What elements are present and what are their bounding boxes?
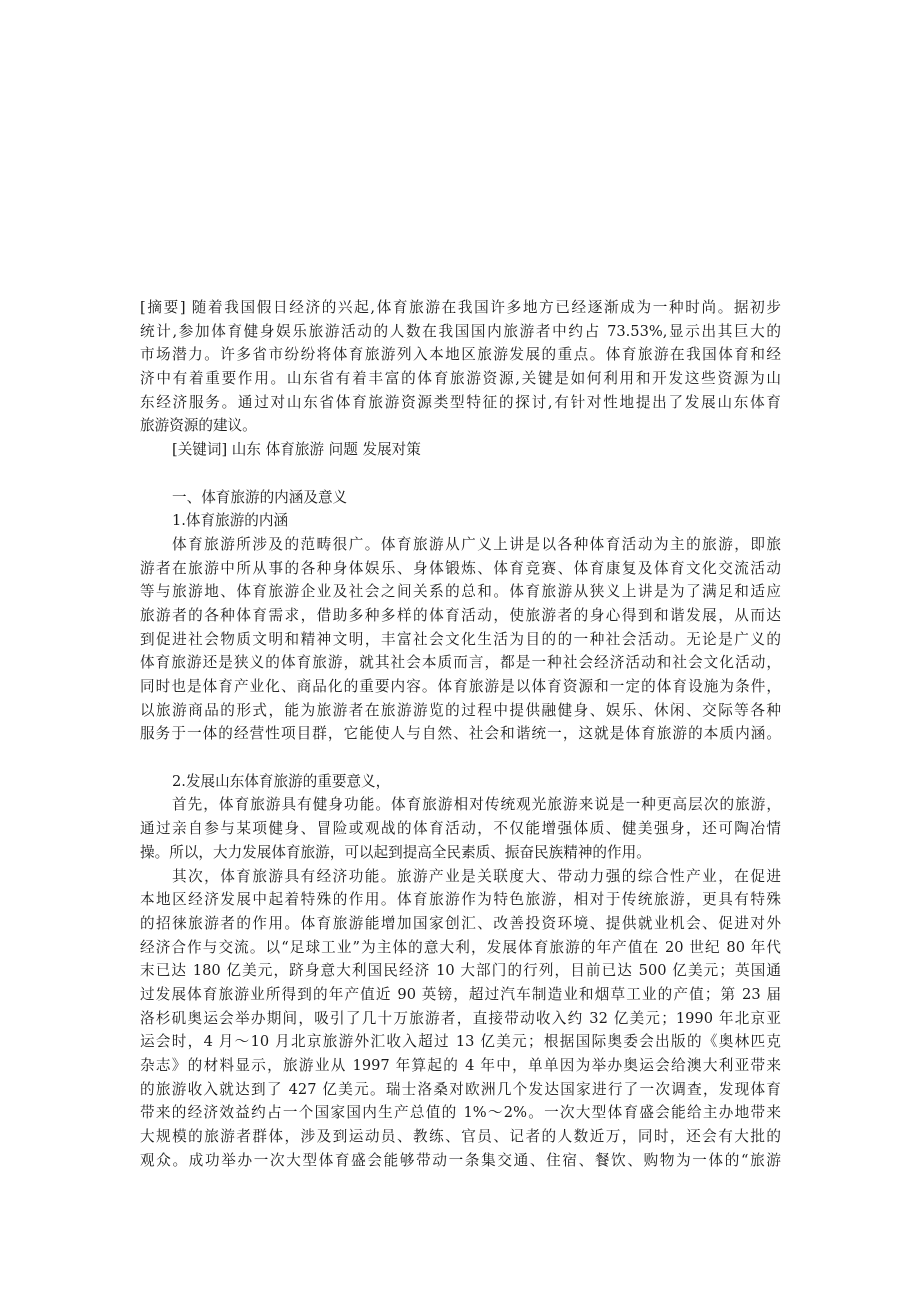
abstract-line: 东经济服务。通过对山东省体育旅游资源类型特征的探讨,有针对性地提出了发展山东体育 [140,393,781,411]
abstract-line: 市场潜力。许多省市纷纷将体育旅游列入本地区旅游发展的重点。体育旅游在我国体育和经 [140,346,781,364]
paragraph-line: 其次，体育旅游具有经济功能。旅游产业是关联度大、带动力强的综合性产业，在促进 [172,867,781,885]
abstract-line: [摘要] 随着我国假日经济的兴起,体育旅游在我国许多地方已经逐渐成为一种时尚。据初步 [140,299,781,316]
section-heading: 一、体育旅游的内涵及意义 [172,488,348,506]
abstract-line: 旅游资源的建议。 [140,417,257,435]
paragraph-line: 通过亲自参与某项健身、冒险或观战的体育活动，不仅能增强体质、健美强身，还可陶冶情 [140,820,781,838]
paragraph-line: 观众。成功举办一次大型体育盛会能够带动一条集交通、住宿、餐饮、购物为一体的“旅游 [140,1151,781,1169]
keywords-line: [关键词] 山东 体育旅游 问题 发展对策 [172,441,421,459]
paragraph-inner-meaning [140,533,781,746]
paragraph-line: 游者在旅游中所从事的各种身体娱乐、身体锻炼、体育竞赛、体育康复及体育文化交流活动 [140,559,781,577]
abstract-line: 统计,参加体育健身娱乐旅游活动的人数在我国国内旅游者中约占 73.53%,显示出其巨大的 [140,322,781,340]
paragraph-line: 的招徕旅游者的作用。体育旅游能增加国家创汇、改善投资环境、提供就业机会、促进对外 [140,914,781,932]
paragraph-line: 操。所以，大力发展体育旅游，可以起到提高全民素质、振奋民族精神的作用。 [140,843,651,861]
paragraph-line: 的旅游收入就达到了 427 亿美元。瑞士洛桑对欧洲几个发达国家进行了一次调查，发现体育 [140,1080,781,1098]
blank-line [140,746,781,770]
paragraph-line: 本地区经济发展中起着特殊的作用。体育旅游作为特色旅游，相对于传统旅游，更具有特殊 [140,891,781,909]
paragraph-line: 大规模的旅游者群体，涉及到运动员、教练、官员、记者的人数近万，同时，还会有大批的 [140,1128,781,1146]
document-body [140,296,781,1172]
subsection-heading: 2.发展山东体育旅游的重要意义， [172,772,391,790]
paragraph-line: 体育旅游还是狭义的体育旅游，就其社会本质而言，都是一种社会经济活动和社会文化活动， [140,654,781,672]
paragraph-line: 旅游者的各种体育需求，借助多种多样的体育活动，使旅游者的身心得到和谐发展，从而达 [140,606,781,624]
paragraph-line: 经济合作与交流。以“足球工业”为主体的意大利，发展体育旅游的年产值在 20 世纪 80 年代 [140,938,781,956]
blank-line [140,462,781,486]
paragraph-line: 到促进社会物质文明和精神文明，丰富社会文化生活为目的的一种社会活动。无论是广义的 [140,630,781,648]
paragraph-line: 带来的经济效益约占一个国家国内生产总值的 1%～2%。一次大型体育盛会能给主办地带来 [140,1104,781,1122]
subsection-heading: 1.体育旅游的内涵 [172,512,289,530]
paragraph-line: 体育旅游所涉及的范畴很广。体育旅游从广义上讲是以各种体育活动为主的旅游，即旅 [172,535,781,553]
abstract-line: 济中有着重要作用。山东省有着丰富的体育旅游资源,关键是如何利用和开发这些资源为山 [140,370,781,388]
paragraph-line: 洛杉矶奥运会举办期间，吸引了几十万旅游者，直接带动收入约 32 亿美元；1990 年北京亚 [140,1009,781,1027]
paragraph-line: 运会时，4 月～10 月北京旅游外汇收入超过 13 亿美元；根据国际奥委会出版的《奥林匹克 [140,1033,781,1051]
paragraph-economic-function [140,865,781,1173]
paragraph-line: 同时也是体育产业化、商品化的重要内容。体育旅游是以体育资源和一定的体育设施为条件， [140,678,781,695]
paragraph-line: 等与旅游地、体育旅游企业及社会之间关系的总和。体育旅游从狭义上讲是为了满足和适应 [140,583,781,601]
abstract-paragraph [140,296,781,438]
paragraph-line: 过发展体育旅游业所得到的年产值近 90 英镑，超过汽车制造业和烟草工业的产值；第 23 届 [140,985,781,1003]
paragraph-line: 服务于一体的经营性项目群，它能使人与自然、社会和谐统一，这就是体育旅游的本质内涵。 [140,725,781,743]
paragraph-line: 首先，体育旅游具有健身功能。体育旅游相对传统观光旅游来说是一种更高层次的旅游， [172,796,781,814]
paragraph-fitness-function [140,793,781,864]
paragraph-line: 杂志》的材料显示，旅游业从 1997 年算起的 4 年中，单单因为举办奥运会给澳大利亚带来 [140,1057,781,1074]
paragraph-line: 末已达 180 亿美元，跻身意大利国民经济 10 大部门的行列，目前已达 500 亿美元；英国通 [140,962,781,980]
paragraph-line: 以旅游商品的形式，能为旅游者在旅游游览的过程中提供融健身、娱乐、休闲、交际等各种 [140,701,781,719]
